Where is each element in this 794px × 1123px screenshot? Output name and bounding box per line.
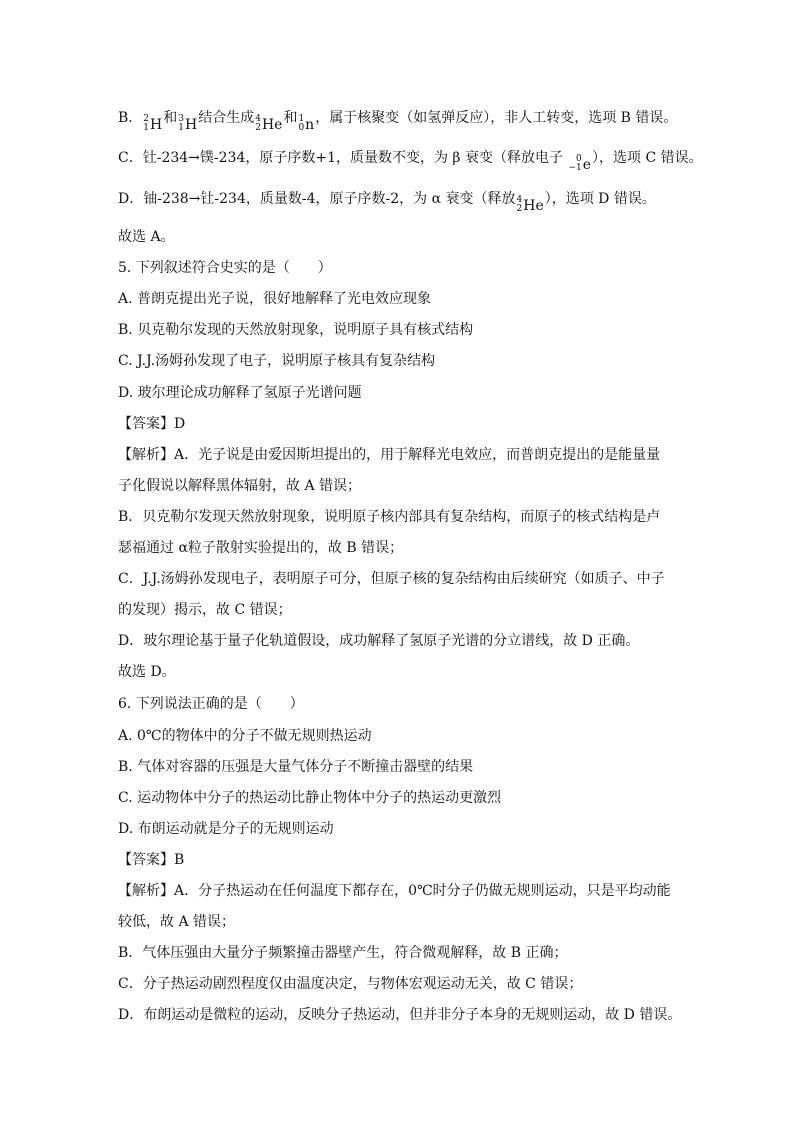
q6-option-d: D. 布朗运动就是分子的无规则运动 bbox=[118, 821, 334, 837]
q6-option-b: B. 气体对容器的压强是大量气体分子不断撞击器壁的结果 bbox=[118, 759, 474, 775]
conclusion-q5: 故选 D。 bbox=[118, 664, 176, 680]
q5-analysis-line-6: 的发现）揭示，故 C 错误； bbox=[118, 602, 292, 618]
nuclide-h3: 3 1 H bbox=[178, 114, 198, 133]
analysis-b-line bbox=[118, 108, 677, 135]
q5-option-c: C. J.J.汤姆孙发现了电子，说明原子核具有复杂结构 bbox=[118, 353, 436, 369]
q6-analysis-line-5: D．布朗运动是微粒的运动，反映分子热运动，但并非分子本身的无规则运动，故 D 错误。 bbox=[118, 1007, 682, 1023]
q5-analysis-line-4: 瑟福通过 α粒子散射实验提出的，故 B 错误； bbox=[118, 540, 404, 556]
q6-answer: 【答案】B bbox=[118, 852, 185, 868]
line-text: ），选项 C 错误。 bbox=[592, 150, 703, 166]
nuclide-he4: 4 2 He bbox=[255, 114, 283, 133]
q6-analysis-line-4: C．分子热运动剧烈程度仅由温度决定，与物体宏观运动无关，故 C 错误； bbox=[118, 976, 583, 992]
nuclide-neutron: 1 0 n bbox=[298, 114, 315, 133]
q5-option-d: D. 玻尔理论成功解释了氢原子光谱问题 bbox=[118, 385, 362, 401]
line-text: 和 bbox=[283, 110, 298, 126]
analysis-d-line bbox=[118, 189, 656, 216]
line-text: C．钍-234→镤-234，原子序数+1，质量数不变，为 β 衰变（释放电子 bbox=[118, 150, 568, 166]
q5-answer: 【答案】D bbox=[118, 416, 186, 432]
q5-analysis-line-5: C．J.J.汤姆孙发现电子，表明原子可分，但原子核的复杂结构由后续研究（如质子、中子 bbox=[118, 571, 665, 587]
conclusion-q4: 故选 A。 bbox=[118, 229, 175, 245]
nuclide-electron: 0 −1 e bbox=[568, 154, 592, 173]
q6-analysis-line-1: 【解析】A．分子热运动在任何温度下都存在，0℃时分子仍做无规则运动，只是平均动能 bbox=[118, 883, 671, 899]
nuclide-alpha: 4 2 He bbox=[516, 195, 544, 214]
q6-analysis-line-2: 较低，故 A 错误； bbox=[118, 914, 236, 930]
q5-analysis-line-3: B．贝克勒尔发现天然放射现象，说明原子核内部具有复杂结构，而原子的核式结构是卢 bbox=[118, 509, 661, 525]
nuclide-h2: 2 1 H bbox=[143, 114, 163, 133]
question-5-stem: 5. 下列叙述符合史实的是（ ） bbox=[118, 260, 332, 276]
q6-option-c: C. 运动物体中分子的热运动比静止物体中分子的热运动更激烈 bbox=[118, 790, 502, 806]
line-text: 和 bbox=[163, 110, 178, 126]
q5-option-a: A. 普朗克提出光子说，很好地解释了光电效应现象 bbox=[118, 291, 432, 307]
q6-analysis-line-3: B．气体压强由大量分子频繁撞击器壁产生，符合微观解释，故 B 正确； bbox=[118, 945, 568, 961]
line-text: ），选项 D 错误。 bbox=[544, 191, 656, 207]
q5-analysis-line-7: D．玻尔理论基于量子化轨道假设，成功解释了氢原子光谱的分立谱线，故 D 正确。 bbox=[118, 633, 640, 649]
question-6-stem: 6. 下列说法正确的是（ ） bbox=[118, 696, 304, 712]
q5-analysis-line-2: 子化假说以解释黑体辐射，故 A 错误； bbox=[118, 478, 362, 494]
q5-analysis-line-1: 【解析】A．光子说是由爱因斯坦提出的，用于解释光电效应，而普朗克提出的是能量量 bbox=[118, 447, 661, 463]
line-text: 结合生成 bbox=[198, 110, 255, 126]
line-text: B． bbox=[118, 110, 143, 126]
q6-option-a: A. 0℃的物体中的分子不做无规则热运动 bbox=[118, 728, 372, 744]
line-text: ，属于核聚变（如氢弹反应），非人工转变，选项 B 错误。 bbox=[315, 110, 678, 126]
line-text: D．铀-238→钍-234，质量数-4，原子序数-2，为 α 衰变（释放 bbox=[118, 191, 516, 207]
analysis-c-line bbox=[118, 148, 703, 175]
q5-option-b: B. 贝克勒尔发现的天然放射现象，说明原子具有核式结构 bbox=[118, 322, 474, 338]
